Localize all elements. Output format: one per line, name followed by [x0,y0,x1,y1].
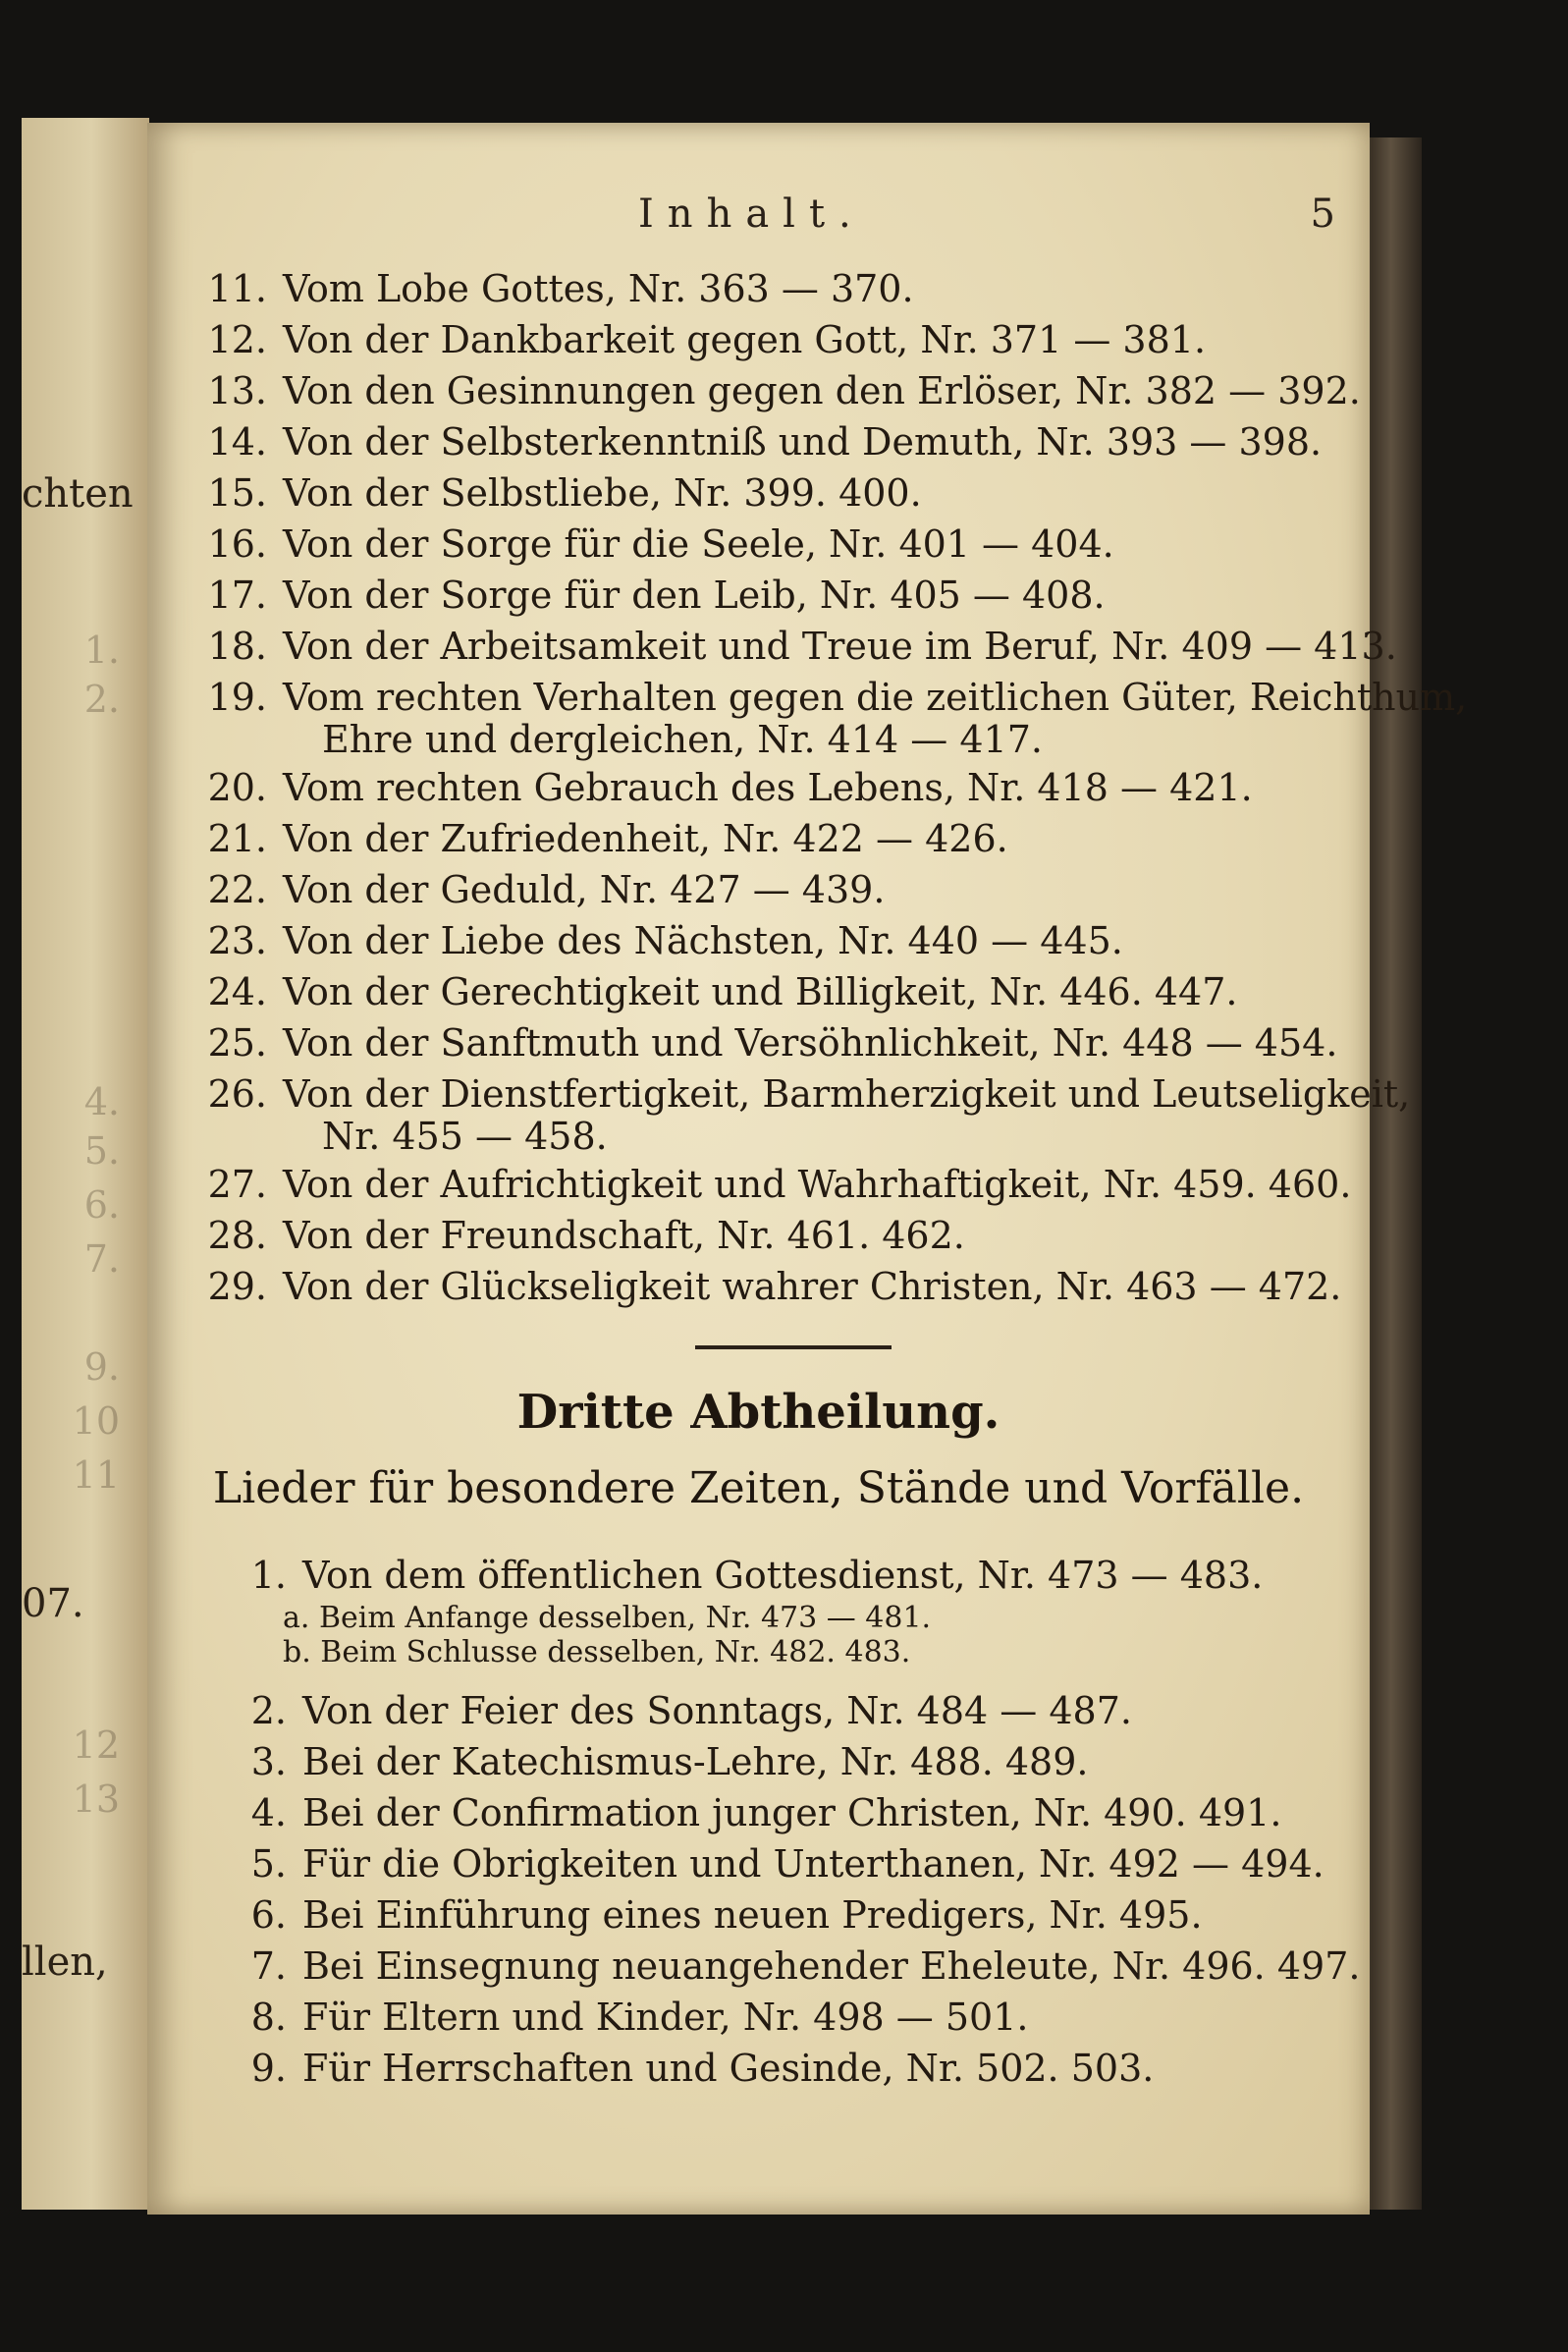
entry-text: Bei Einführung eines neuen Predigers, Nr. 495. [302,1893,1203,1937]
entry-number: 1. [250,1554,287,1597]
entry-number: 19. [207,676,267,719]
previous-page-faded-number: 10 [72,1399,120,1443]
entry-text: Von der Feier des Sonntags, Nr. 484 — 487. [302,1689,1132,1732]
toc-subentry [283,1635,910,1669]
toc-entry [196,919,1123,962]
previous-page-fragment: 07. [22,1581,84,1626]
toc-entry [216,2047,1155,2090]
previous-page-fragment: llen, [22,1940,108,1985]
book-page [147,123,1468,2215]
previous-page-faded-number: 11 [72,1453,120,1497]
toc-entry [196,1072,1411,1116]
entry-number: 18. [207,625,267,668]
entry-number: 22. [207,868,267,911]
entry-number: 28. [207,1214,267,1257]
entry-text: Von der Geduld, Nr. 427 — 439. [283,868,886,911]
toc-entry [196,369,1361,412]
entry-number: 12. [207,318,267,361]
entry-text: Für die Obrigkeiten und Unterthanen, Nr. 492 — 494. [302,1842,1325,1886]
entry-text: Von der Arbeitsamkeit und Treue im Beruf, Nr. 409 — 413. [283,625,1397,668]
entry-number: 27. [207,1163,267,1206]
previous-page-faded-number: 1. [83,629,120,672]
entry-number: 29. [207,1265,267,1308]
entry-text: Von der Selbsterkenntniß und Demuth, Nr. 393 — 398. [283,420,1323,464]
entry-number: 9. [250,2047,287,2090]
previous-page-faded-number: 5. [83,1129,120,1173]
page-header [147,191,1370,250]
subentry-text: Beim Anfange desselben, Nr. 473 — 481. [318,1601,932,1635]
section-divider [695,1345,892,1349]
entry-number: 3. [250,1740,287,1783]
subentry-text: Beim Schlusse desselben, Nr. 482. 483. [320,1635,911,1669]
previous-page-fragment: chten [22,471,134,517]
toc-entry [216,1996,1029,2039]
entry-text: Vom Lobe Gottes, Nr. 363 — 370. [283,267,914,310]
page-number: 5 [1310,191,1335,237]
entry-number: 7. [250,1944,287,1988]
entry-continuation: Nr. 455 — 458. [322,1115,608,1158]
entry-text: Von der Aufrichtigkeit und Wahrhaftigkeit, Nr. 459. 460. [283,1163,1352,1206]
entry-continuation: Ehre und dergleichen, Nr. 414 — 417. [322,718,1043,761]
entry-text: Bei der Confirmation junger Christen, Nr. 490. 491. [302,1791,1282,1834]
entry-text: Bei Einsegnung neuangehender Eheleute, Nr. 496. 497. [302,1944,1361,1988]
entry-text: Von der Liebe des Nächsten, Nr. 440 — 445. [283,919,1123,962]
toc-entry [196,970,1238,1013]
previous-page-faded-number: 12 [72,1723,120,1767]
entry-number: 5. [250,1842,287,1886]
entry-number: 13. [207,369,267,412]
toc-entry [196,1214,965,1257]
entry-number: 2. [250,1689,287,1732]
entry-number: 15. [207,471,267,515]
entry-number: 6. [250,1893,287,1937]
subentry-letter: a. [283,1601,310,1635]
entry-number: 26. [207,1072,267,1116]
entry-text: Von der Sanftmuth und Versöhnlichkeit, Nr. 448 — 454. [283,1021,1338,1065]
entry-text: Von dem öffentlichen Gottesdienst, Nr. 473 — 483. [302,1554,1264,1597]
toc-entry [196,318,1207,361]
entry-text: Von der Zufriedenheit, Nr. 422 — 426. [283,817,1008,860]
entry-text: Von der Gerechtigkeit und Billigkeit, Nr. 446. 447. [283,970,1238,1013]
previous-page-faded-number: 2. [83,678,120,721]
page-title: Inhalt. [638,191,865,237]
entry-text: Von der Dankbarkeit gegen Gott, Nr. 371 — 381. [283,318,1207,361]
entry-text: Vom rechten Gebrauch des Lebens, Nr. 418 — 421. [283,766,1253,809]
entry-text: Von der Dienstfertigkeit, Barmherzigkeit und Leutseligkeit, [283,1072,1411,1116]
toc-entry [196,574,1106,617]
entry-text: Vom rechten Verhalten gegen die zeitlichen Güter, Reichthum, [283,676,1468,719]
section-subtitle: Lieder für besondere Zeiten, Stände und Vorfälle. [212,1463,1305,1513]
toc-entry [196,1021,1338,1065]
toc-entry [196,868,886,911]
toc-entry [196,625,1397,668]
section-title: Dritte Abtheilung. [516,1385,1000,1440]
toc-entry [216,1944,1361,1988]
entry-text: Von den Gesinnungen gegen den Erlöser, Nr. 382 — 392. [283,369,1361,412]
previous-page-faded-number: 4. [83,1080,120,1123]
toc-entry [196,522,1114,566]
toc-subentry [283,1601,931,1635]
toc-entry [216,1554,1264,1597]
subentry-letter: b. [283,1635,311,1669]
entry-number: 21. [207,817,267,860]
toc-entry [216,1842,1325,1886]
entry-text: Für Eltern und Kinder, Nr. 498 — 501. [302,1996,1029,2039]
toc-entry [216,1791,1282,1834]
entry-text: Von der Freundschaft, Nr. 461. 462. [283,1214,965,1257]
entry-number: 8. [250,1996,287,2039]
toc-entry [216,1740,1089,1783]
toc-entry [196,817,1008,860]
entry-text: Von der Sorge für die Seele, Nr. 401 — 404. [283,522,1114,566]
previous-page-faded-number: 9. [83,1345,120,1389]
entry-number: 20. [207,766,267,809]
entry-text: Von der Glückseligkeit wahrer Christen, Nr. 463 — 472. [283,1265,1342,1308]
entry-text: Von der Selbstliebe, Nr. 399. 400. [283,471,922,515]
previous-page-faded-number: 7. [83,1237,120,1281]
entry-number: 23. [207,919,267,962]
toc-entry [196,471,922,515]
entry-text: Bei der Katechismus-Lehre, Nr. 488. 489. [302,1740,1089,1783]
toc-entry [216,1689,1132,1732]
toc-entry [196,676,1468,719]
toc-entry [196,766,1253,809]
entry-number: 24. [207,970,267,1013]
entry-number: 17. [207,574,267,617]
toc-entry [196,420,1323,464]
entry-text: Für Herrschaften und Gesinde, Nr. 502. 503. [302,2047,1155,2090]
previous-page-faded-number: 6. [83,1183,120,1227]
entry-number: 11. [207,267,267,310]
toc-entry [216,1893,1203,1937]
entry-text: Von der Sorge für den Leib, Nr. 405 — 408. [283,574,1106,617]
entry-number: 16. [207,522,267,566]
toc-entry [196,1265,1342,1308]
previous-page-faded-number: 13 [72,1778,120,1821]
entry-number: 4. [250,1791,287,1834]
toc-entry [196,267,914,310]
entry-number: 14. [207,420,267,464]
previous-page [22,118,149,2210]
toc-entry [196,1163,1352,1206]
entry-number: 25. [207,1021,267,1065]
